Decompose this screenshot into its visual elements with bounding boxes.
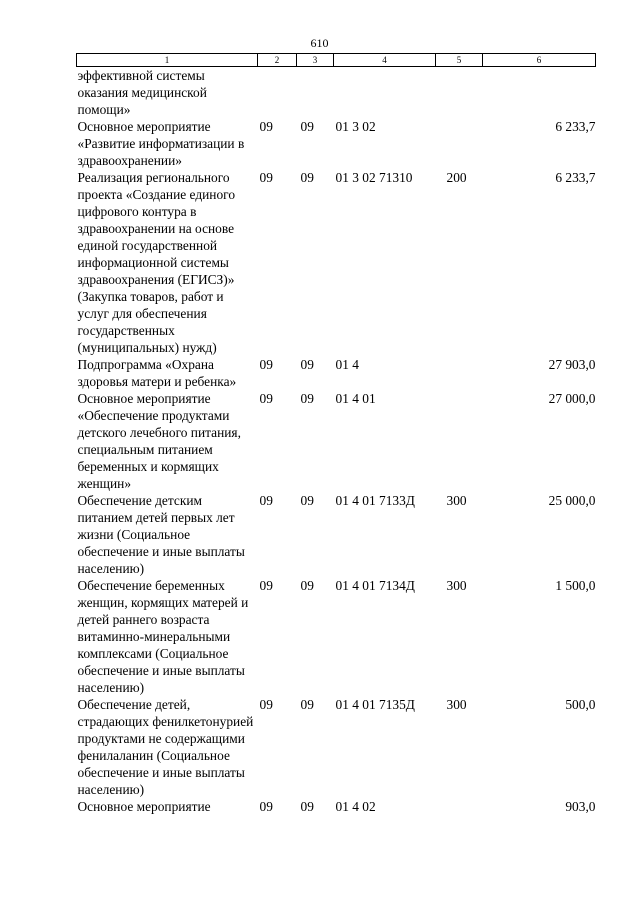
row-name: Основное мероприятие xyxy=(77,799,211,814)
row-subsection: 09 xyxy=(300,391,314,406)
row-expense-type xyxy=(436,118,483,169)
row-amount: 500,0 xyxy=(565,697,596,712)
row-amount: 6 233,7 xyxy=(555,119,596,134)
row-target-article: 01 4 02 xyxy=(335,799,376,814)
row-name: Обеспечение детским питанием детей первых лет жизни (Социальное обеспечение и иные выплаты населению) xyxy=(77,493,245,576)
row-expense-type: 300 xyxy=(446,578,467,593)
row-target-article: 01 4 01 7135Д xyxy=(335,697,415,712)
page-number: 610 xyxy=(310,36,329,50)
table-row xyxy=(77,67,596,119)
row-expense-type: 300 xyxy=(446,493,467,508)
table-body xyxy=(77,67,596,816)
budget-table xyxy=(76,53,596,815)
row-section: 09 xyxy=(259,391,273,406)
header-cell-subsection: 3 xyxy=(297,54,334,67)
header-cell-name: 1 xyxy=(77,54,258,67)
table-row xyxy=(77,118,596,169)
row-expense-type xyxy=(436,67,483,119)
row-section: 09 xyxy=(259,170,273,185)
row-subsection xyxy=(297,67,334,119)
row-name: Основное мероприятие «Развитие информатизации в здравоохранении» xyxy=(77,119,245,168)
row-expense-type xyxy=(436,798,483,815)
row-name: Обеспечение детей, страдающих фенилкетонурией продуктами не содержащими фенилаланин (Социальное обеспечение и иные выплаты населению) xyxy=(77,697,254,797)
row-name: Подпрограмма «Охрана здоровья матери и ребенка» xyxy=(77,357,237,389)
row-subsection: 09 xyxy=(300,697,314,712)
row-subsection: 09 xyxy=(300,357,314,372)
table-row xyxy=(77,169,596,356)
table-header xyxy=(77,54,596,67)
row-expense-type xyxy=(436,356,483,390)
row-target-article: 01 3 02 xyxy=(335,119,376,134)
row-target-article xyxy=(334,67,436,119)
header-row xyxy=(77,54,596,67)
row-amount: 27 000,0 xyxy=(548,391,596,406)
row-target-article: 01 4 01 7134Д xyxy=(335,578,415,593)
row-name: эффективной системы оказания медицинской помощи» xyxy=(77,68,207,117)
row-subsection: 09 xyxy=(300,119,314,134)
row-subsection: 09 xyxy=(300,170,314,185)
table-row xyxy=(77,390,596,492)
table-row xyxy=(77,798,596,815)
row-section: 09 xyxy=(259,119,273,134)
row-target-article: 01 4 xyxy=(335,357,359,372)
row-expense-type xyxy=(436,390,483,492)
row-name: Основное мероприятие «Обеспечение продуктами детского лечебного питания, специальным питанием беременных и кормящих женщин» xyxy=(77,391,241,491)
row-section: 09 xyxy=(259,578,273,593)
row-amount: 27 903,0 xyxy=(548,357,596,372)
row-amount: 903,0 xyxy=(565,799,596,814)
header-cell-target-article: 4 xyxy=(334,54,436,67)
table-row xyxy=(77,492,596,577)
header-cell-section: 2 xyxy=(258,54,297,67)
row-section: 09 xyxy=(259,799,273,814)
row-expense-type: 300 xyxy=(446,697,467,712)
row-section: 09 xyxy=(259,493,273,508)
row-name: Обеспечение беременных женщин, кормящих матерей и детей раннего возраста витаминно-минеральными комплексами (Социальное обеспечение и иные выплаты населению) xyxy=(77,578,249,695)
table-row xyxy=(77,696,596,798)
row-amount: 25 000,0 xyxy=(548,493,596,508)
table-row xyxy=(77,356,596,390)
row-subsection: 09 xyxy=(300,578,314,593)
row-target-article: 01 3 02 71310 xyxy=(335,170,413,185)
row-section: 09 xyxy=(259,697,273,712)
row-amount: 1 500,0 xyxy=(555,578,596,593)
row-amount xyxy=(483,67,596,119)
row-subsection: 09 xyxy=(300,493,314,508)
row-section xyxy=(258,67,297,119)
row-target-article: 01 4 01 7133Д xyxy=(335,493,415,508)
row-amount: 6 233,7 xyxy=(555,170,596,185)
header-cell-expense-type: 5 xyxy=(436,54,483,67)
row-section: 09 xyxy=(259,357,273,372)
row-expense-type: 200 xyxy=(446,170,467,185)
header-cell-amount: 6 xyxy=(483,54,596,67)
table-row xyxy=(77,577,596,696)
row-name: Реализация регионального проекта «Создание единого цифрового контура в здравоохранении на основе единой государственной информационной системы здравоохранения (ЕГИСЗ)» (Закупка товаров, работ и услуг для обеспечения государственных (муниципальных) нужд) xyxy=(77,170,236,355)
row-subsection: 09 xyxy=(300,799,314,814)
row-target-article: 01 4 01 xyxy=(335,391,376,406)
